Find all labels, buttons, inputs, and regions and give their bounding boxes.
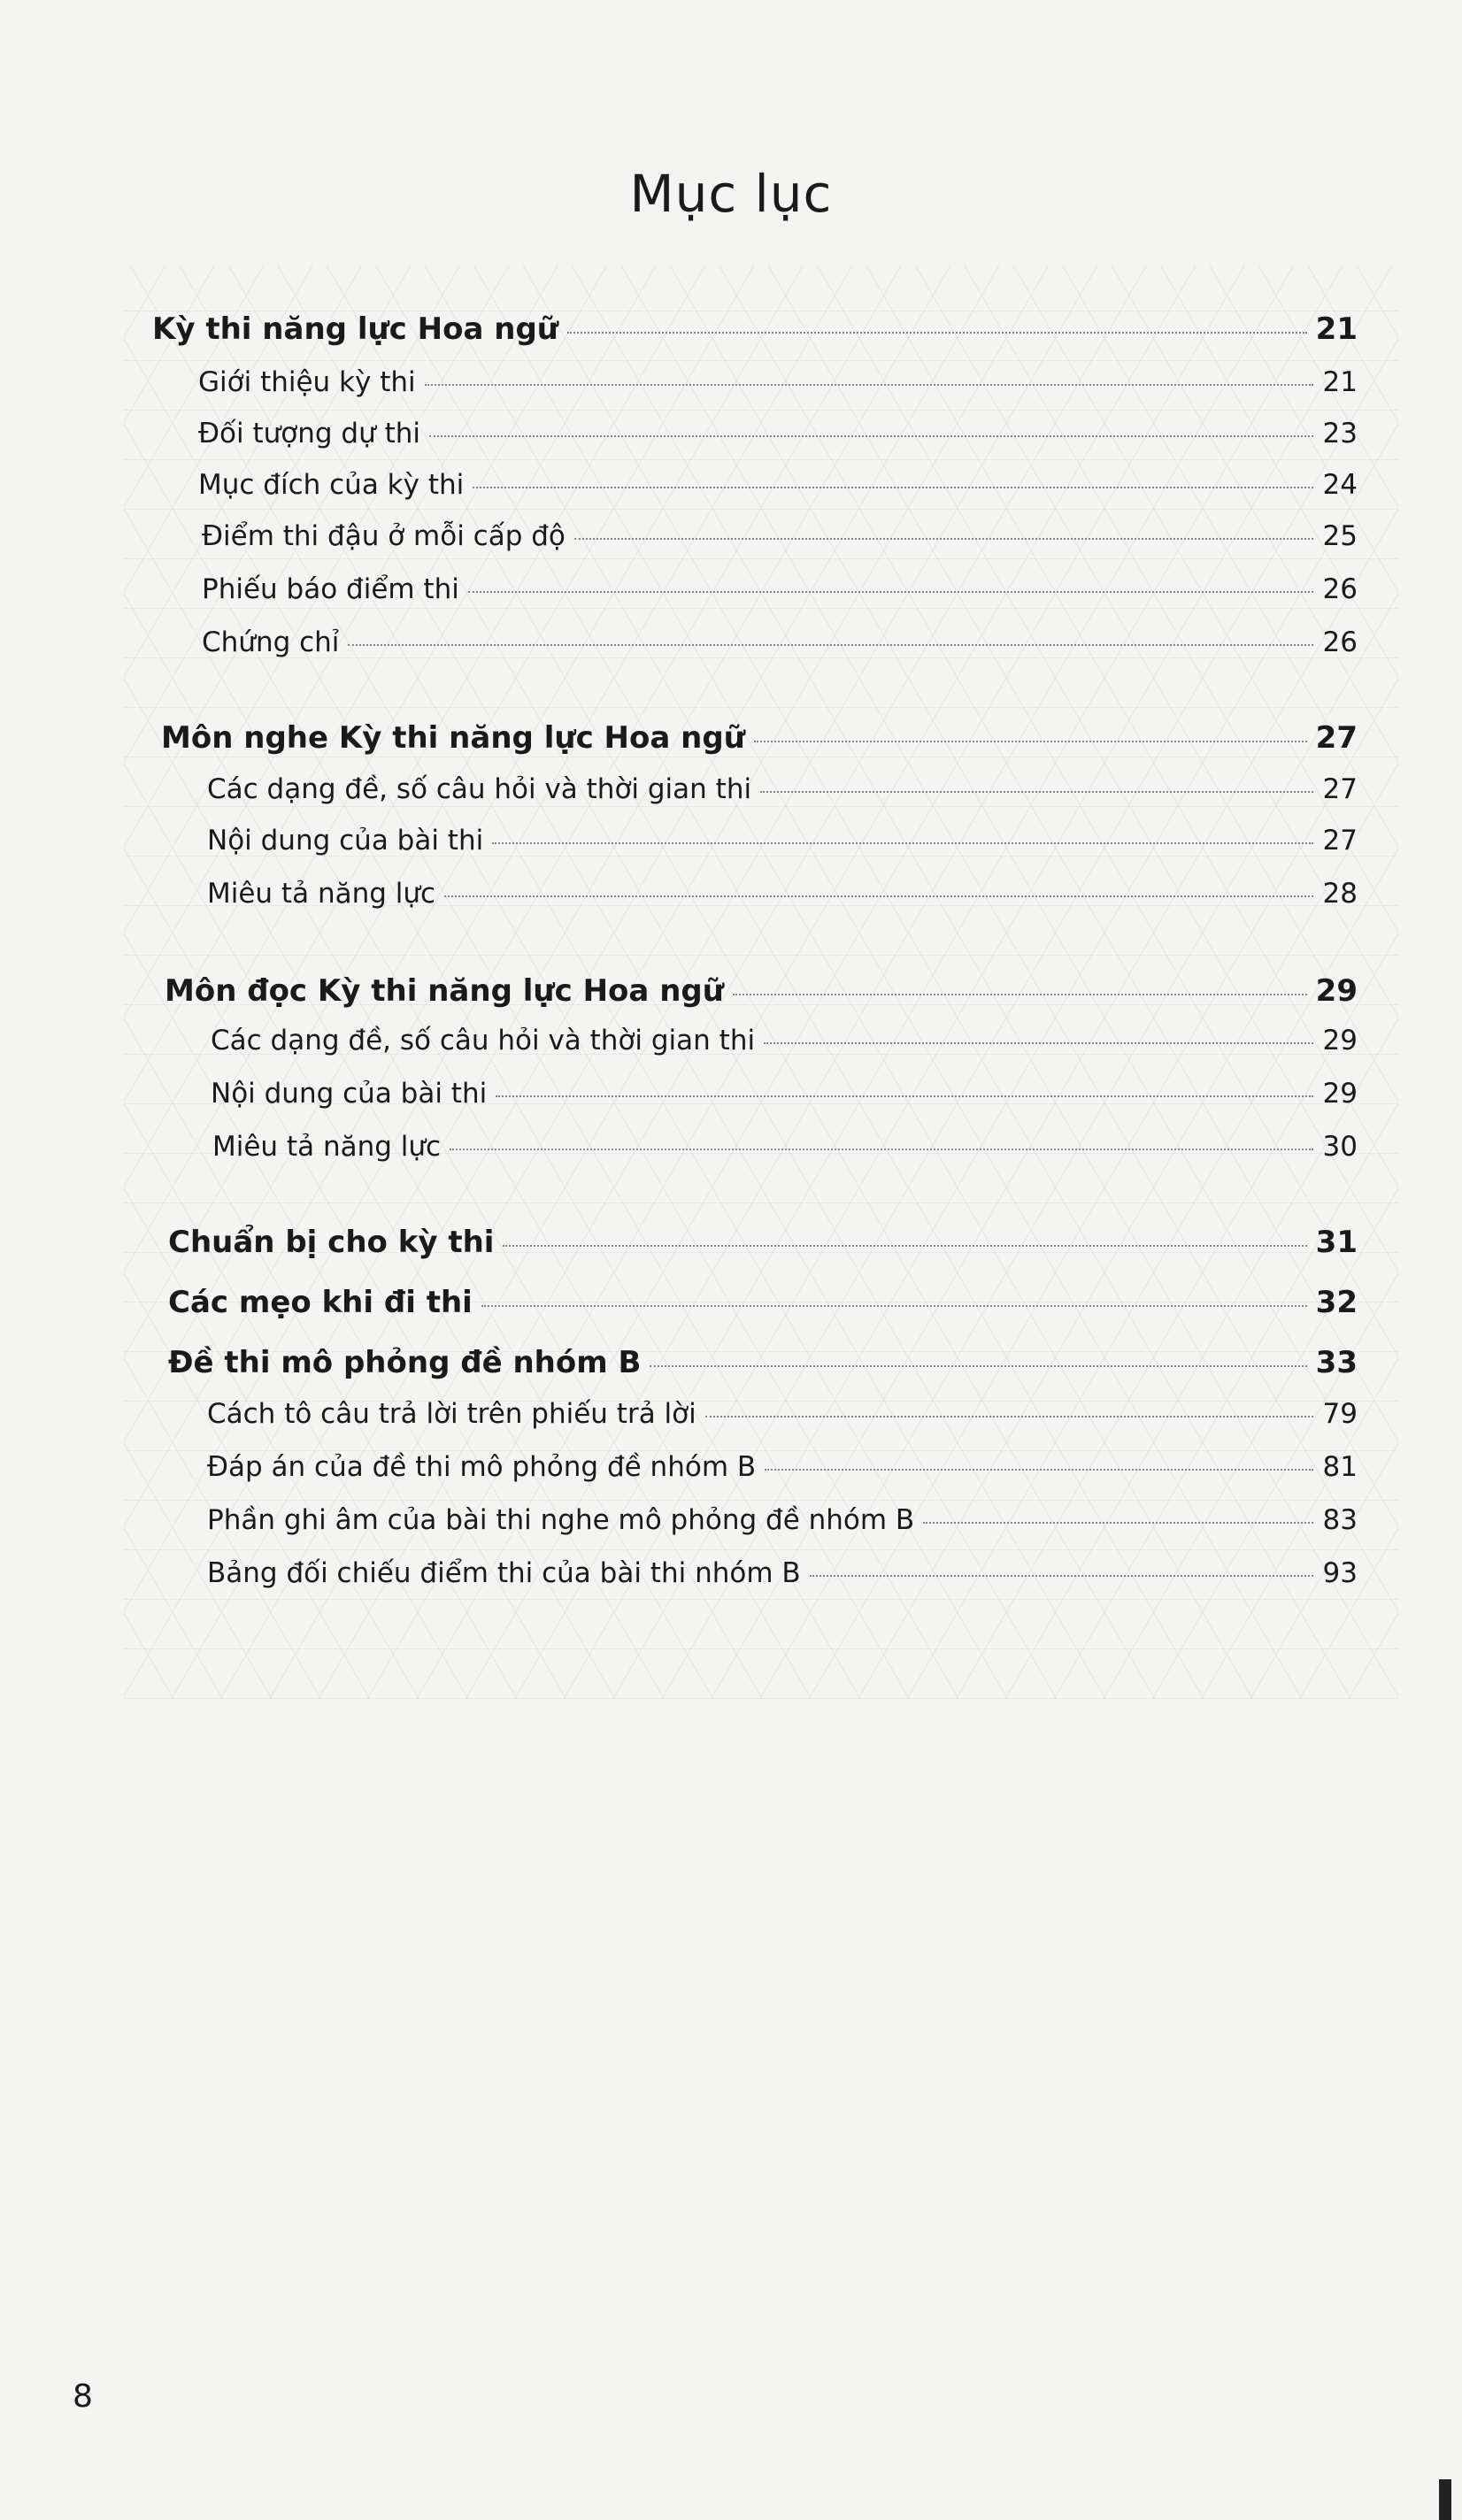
toc-subentry xyxy=(198,366,1358,398)
toc-entry-label: Miêu tả năng lực xyxy=(207,878,436,910)
toc-entry-page: 32 xyxy=(1315,1285,1358,1320)
toc-entry-label: Miêu tả năng lực xyxy=(212,1131,442,1163)
toc-entry-page: 28 xyxy=(1322,878,1358,910)
toc-entry-label: Môn đọc Kỳ thi năng lực Hoa ngữ xyxy=(165,973,724,1009)
toc-entry-page: 26 xyxy=(1322,573,1358,605)
toc-entry-page: 79 xyxy=(1322,1398,1358,1430)
toc-subentry xyxy=(207,773,1358,805)
toc-subentry xyxy=(207,825,1358,857)
toc-entry-label: Chứng chỉ xyxy=(202,626,340,658)
leader-dots xyxy=(481,1305,1307,1307)
toc-entry-label: Mục đích của kỳ thi xyxy=(198,469,465,501)
toc-entry-label: Kỳ thi năng lực Hoa ngữ xyxy=(152,311,559,347)
toc-subentry xyxy=(198,418,1358,449)
leader-dots xyxy=(496,1095,1313,1097)
toc-subentry xyxy=(212,1131,1358,1163)
leader-dots xyxy=(492,842,1313,844)
toc-subentry xyxy=(207,1557,1358,1589)
toc-entry xyxy=(168,1225,1358,1260)
toc-entry-page: 23 xyxy=(1322,418,1358,449)
leader-dots xyxy=(429,435,1313,437)
toc-entry-label: Phần ghi âm của bài thi nghe mô phỏng đề nhóm B xyxy=(207,1504,915,1536)
leader-dots xyxy=(567,332,1307,334)
toc-entry xyxy=(168,1345,1358,1380)
toc-entry xyxy=(165,973,1358,1009)
toc-entry-page: 26 xyxy=(1322,626,1358,658)
toc-entry-page: 30 xyxy=(1322,1131,1358,1163)
toc-entry-label: Phiếu báo điểm thi xyxy=(202,573,459,605)
leader-dots xyxy=(450,1149,1313,1150)
toc-subentry xyxy=(207,1451,1358,1483)
toc-subentry xyxy=(202,520,1358,552)
toc-entry-page: 93 xyxy=(1322,1557,1358,1589)
toc-subentry xyxy=(202,573,1358,605)
leader-dots xyxy=(503,1245,1306,1247)
leader-dots xyxy=(765,1469,1313,1471)
toc-subentry xyxy=(207,1398,1358,1430)
toc-entry-page: 25 xyxy=(1322,520,1358,552)
leader-dots xyxy=(923,1522,1313,1524)
toc-subentry xyxy=(207,878,1358,910)
corner-mark xyxy=(1439,2479,1451,2520)
leader-dots xyxy=(473,487,1313,488)
leader-dots xyxy=(764,1042,1313,1044)
leader-dots xyxy=(348,644,1313,646)
toc-entry-page: 21 xyxy=(1322,366,1358,398)
leader-dots xyxy=(733,994,1307,995)
toc-entry-page: 33 xyxy=(1315,1345,1358,1380)
toc-entry xyxy=(161,720,1358,756)
toc-entry-page: 83 xyxy=(1322,1504,1358,1536)
toc-entry-label: Đáp án của đề thi mô phỏng đề nhóm B xyxy=(207,1451,757,1483)
toc-entry-page: 81 xyxy=(1322,1451,1358,1483)
toc-entry-label: Các mẹo khi đi thi xyxy=(168,1285,473,1320)
leader-dots xyxy=(425,384,1313,386)
toc-entry-label: Nội dung của bài thi xyxy=(207,825,484,857)
page-title: Mục lục xyxy=(629,164,833,224)
toc-entry xyxy=(152,311,1358,347)
toc-entry-label: Đề thi mô phỏng đề nhóm B xyxy=(168,1345,642,1380)
toc-entry-page: 27 xyxy=(1315,720,1358,756)
toc-entry-page: 27 xyxy=(1322,825,1358,857)
toc-entry-label: Chuẩn bị cho kỳ thi xyxy=(168,1225,495,1260)
toc-entry-label: Bảng đối chiếu điểm thi của bài thi nhóm B xyxy=(207,1557,801,1589)
toc-entry-label: Các dạng đề, số câu hỏi và thời gian thi xyxy=(211,1025,756,1056)
toc-subentry xyxy=(207,1504,1358,1536)
toc-entry-page: 31 xyxy=(1315,1225,1358,1260)
leader-dots xyxy=(810,1575,1313,1577)
toc-entry-page: 27 xyxy=(1322,773,1358,805)
toc-subentry xyxy=(202,626,1358,658)
toc-entry-label: Các dạng đề, số câu hỏi và thời gian thi xyxy=(207,773,752,805)
toc-subentry xyxy=(211,1025,1358,1056)
toc-entry-page: 24 xyxy=(1322,469,1358,501)
toc-subentry xyxy=(198,469,1358,501)
toc-entry-label: Đối tượng dự thi xyxy=(198,418,420,449)
toc-entry-page: 29 xyxy=(1315,973,1358,1009)
leader-dots xyxy=(468,591,1313,593)
leader-dots xyxy=(650,1365,1306,1367)
toc-entry-label: Điểm thi đậu ở mỗi cấp độ xyxy=(202,520,566,552)
toc-subentry xyxy=(211,1078,1358,1110)
toc-entry-label: Môn nghe Kỳ thi năng lực Hoa ngữ xyxy=(161,720,745,756)
toc-entry-page: 21 xyxy=(1315,311,1358,347)
leader-dots xyxy=(760,791,1313,793)
leader-dots xyxy=(754,741,1307,742)
toc-entry xyxy=(168,1285,1358,1320)
toc-entry-page: 29 xyxy=(1322,1078,1358,1110)
toc-entry-label: Giới thiệu kỳ thi xyxy=(198,366,416,398)
leader-dots xyxy=(444,895,1313,897)
leader-dots xyxy=(574,538,1313,540)
toc-entry-page: 29 xyxy=(1322,1025,1358,1056)
leader-dots xyxy=(705,1416,1313,1418)
page-number: 8 xyxy=(73,2378,93,2415)
toc-entry-label: Cách tô câu trả lời trên phiếu trả lời xyxy=(207,1398,696,1430)
toc-entry-label: Nội dung của bài thi xyxy=(211,1078,488,1110)
